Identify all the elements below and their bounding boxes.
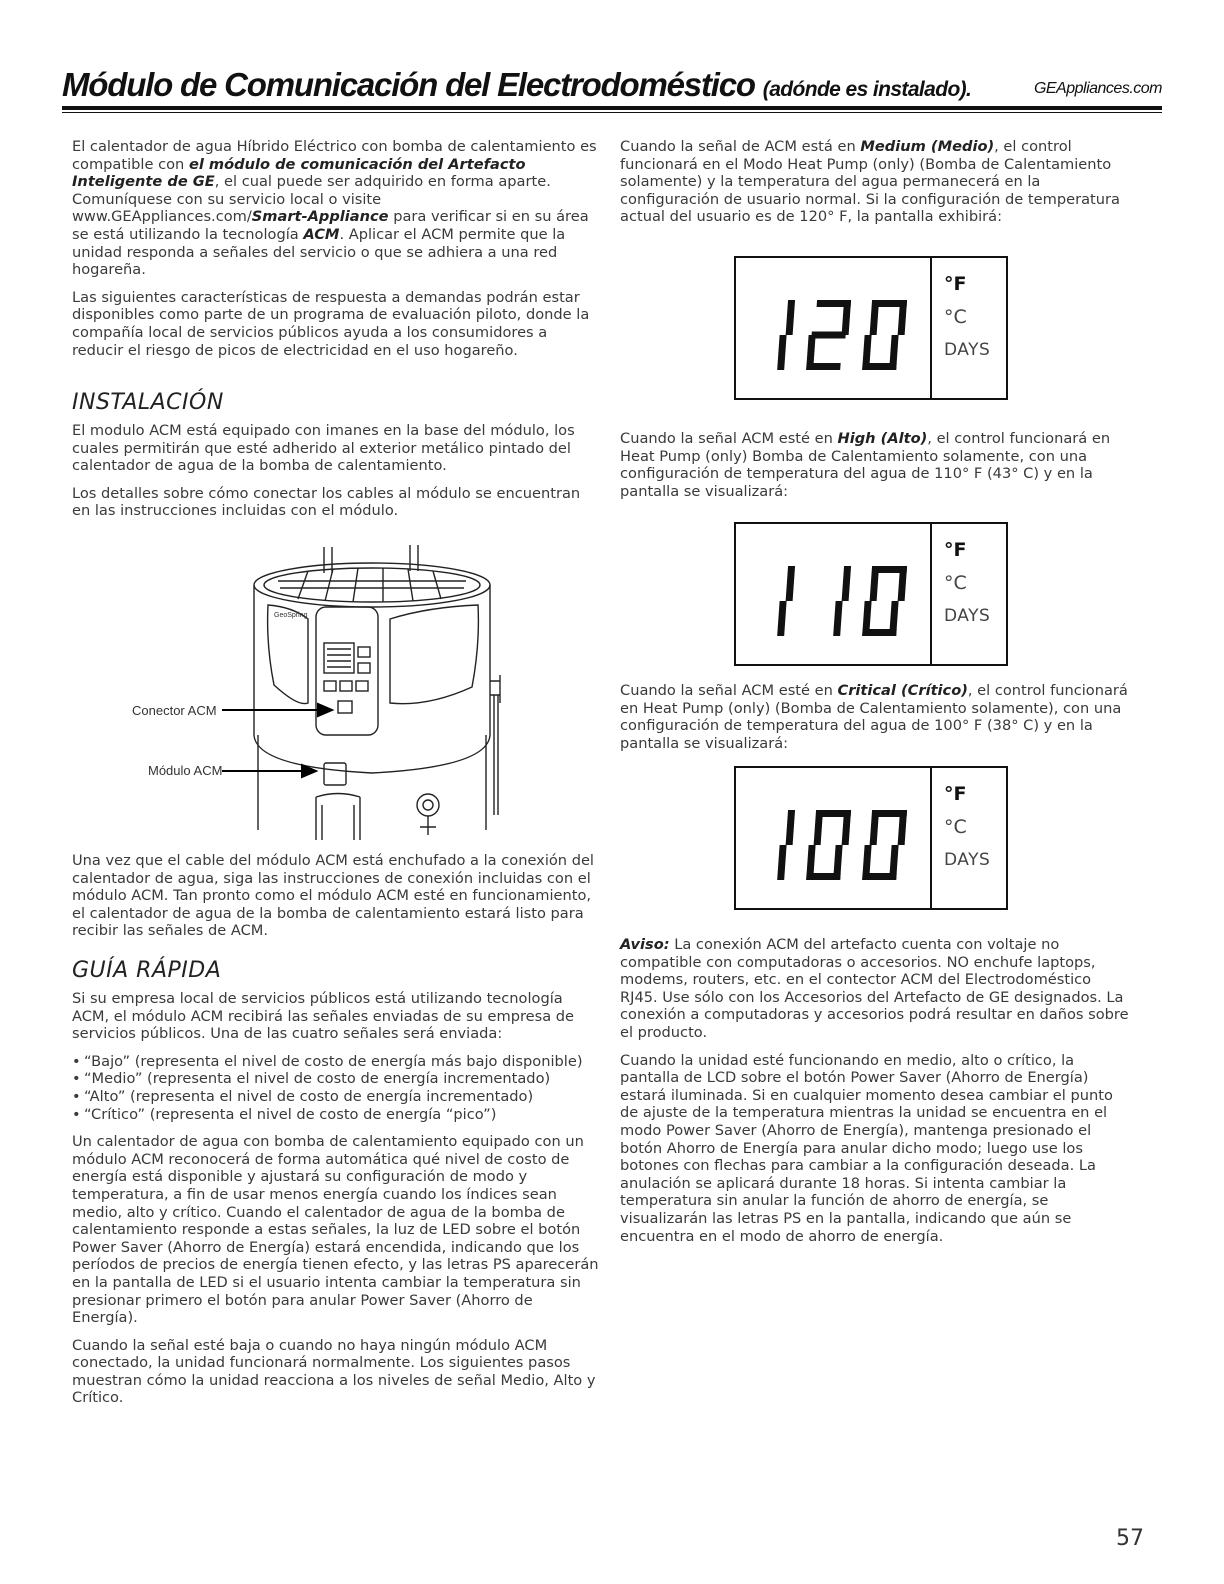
page-header bbox=[62, 66, 1162, 110]
acm-text: ACM bbox=[303, 225, 340, 243]
medium-paragraph: Cuando la señal de ACM está en Medium (Medio), el control funcionará en el Modo Heat Pump (only) (Bomba de Calentamiento solamente) y la temperatura del agua permanecerá en la configuración de usuario normal. Si la configuración de temperatura actual del usuario es de 120° F, la pantalla exhibirá: bbox=[620, 138, 1120, 226]
title-main: Módulo de Comunicación del Electrodoméstico bbox=[62, 66, 755, 103]
seven-segment-digit bbox=[777, 300, 795, 370]
lcd-display-110 bbox=[734, 522, 1008, 666]
lcd-units bbox=[944, 268, 1004, 367]
digit-segment bbox=[786, 300, 795, 335]
power-saver-paragraph: Cuando la unidad esté funcionando en medio, alto o crítico, la pantalla de LCD sobre el botón Power Saver (Ahorro de Energía) estará iluminada. Si en cualquier momento desea cambiar el punto de ajuste de la temperatura mientras la unidad se encuentra en el modo Power Saver (Ahorro de Energía), mantenga presionado el botón Ahorro de Energía para anular dicho modo; luego use los botones con flechas para cambiar a la configuración deseada. La anulación se aplicará durante 18 horas. Si intenta cambiar la temperatura sin anular la función de ahorro de energía, se visualizarán las letras PS en la pantalla, indicando que aún se encuentra en el modo de ahorro de energía. bbox=[620, 1051, 1113, 1245]
label-acm-module: Módulo ACM bbox=[148, 763, 223, 778]
smart-appliance-text: Smart-Appliance bbox=[251, 208, 389, 226]
site-url: GEAppliances.com bbox=[1033, 80, 1162, 97]
left-column-upper bbox=[72, 138, 600, 369]
warning-label: Aviso: bbox=[620, 936, 670, 953]
lcd-digits bbox=[736, 524, 932, 664]
signal-list bbox=[72, 1053, 600, 1123]
unit-fahrenheit: °F bbox=[944, 273, 967, 295]
digit-segment bbox=[786, 566, 795, 601]
unit-fahrenheit: °F bbox=[944, 783, 967, 805]
page-number: 57 bbox=[1116, 1526, 1144, 1551]
digit-segment bbox=[833, 601, 842, 636]
quick-guide-heading: GUÍA RÁPIDA bbox=[72, 958, 222, 983]
list-item: • “Crítico” (representa el nivel de costo de energía “pico”) bbox=[72, 1106, 600, 1124]
left-column-guide bbox=[72, 990, 600, 1417]
header-rule-thin bbox=[62, 112, 1162, 113]
unit-days: DAYS bbox=[944, 340, 991, 360]
seven-segment-digit bbox=[777, 810, 795, 880]
response-paragraph: Un calentador de agua con bomba de calentamiento equipado con un módulo ACM reconocerá de forma automática qué nivel de costo de energía está disponible y ajustará su configuración de modo y temperatura, a fin de usar menos energía cuando los índices sean medio, alto y crítico. Cuando el calentador de agua de la bomba de calentamiento responde a estas señales, la luz de LED sobre el botón Power Saver (Ahorro de Energía) estará encendida, indicando que los períodos de precios de energía tienen efecto, y las letras PS aparecerán en la pantalla de LED si el usuario intenta cambiar la temperatura sin presionar primero el botón para anular Power Saver (Ahorro de Energía). bbox=[72, 1133, 599, 1327]
lcd-display-100 bbox=[734, 766, 1008, 910]
lcd-units bbox=[944, 534, 1004, 633]
medium-label: Medium (Medio) bbox=[860, 138, 995, 155]
digit-segment bbox=[870, 566, 879, 601]
header-rule-thick bbox=[62, 106, 1162, 110]
lcd-display-120 bbox=[734, 256, 1008, 400]
digit-segment bbox=[870, 810, 879, 845]
digit-segment bbox=[777, 601, 786, 636]
warning-paragraph: Aviso: La conexión ACM del artefacto cuenta con voltaje no compatible con computadoras o accesorios. NO enchufe laptops, modems, routers, etc. en el contector ACM del Electrodoméstico RJ45. Use sólo con los Accesorios del Artefacto de GE designados. La conexión a computadoras y accesorios podrá resultar en daños sobre el producto. bbox=[620, 936, 1129, 1041]
seven-segment-digits bbox=[736, 524, 930, 664]
install-paragraph-1: El modulo ACM está equipado con imanes en la base del módulo, los cuales permitirán que esté adherido al exterior metálico pintado del calentador de agua de la bomba de calentamiento. bbox=[72, 422, 575, 475]
unit-celsius: °C bbox=[944, 306, 967, 328]
list-item: • “Alto” (representa el nivel de costo de energía incrementado) bbox=[72, 1088, 600, 1106]
seven-segment-digit bbox=[806, 810, 851, 880]
guide-paragraph: Si su empresa local de servicios públicos está utilizando tecnología ACM, el módulo ACM recibirá las señales enviadas de su empresa de servicios públicos. Una de las cuatro señales será enviada: bbox=[72, 990, 575, 1043]
high-label: High (Alto) bbox=[837, 430, 928, 447]
digit-segment bbox=[814, 810, 823, 845]
intro-paragraph: El calentador de agua Híbrido Eléctrico con bomba de calentamiento es compatible con el módulo de comunicación del Artefacto Inteligente de GE, el cual puede ser adquirido en forma aparte. Comuníquese con su servicio local o visite www.GEAppliances.com/Smart-Appliance para verificar si en su área se está utilizando la tecnología ACM. Aplicar el ACM permite que la unidad responda a señales del servicio o que se adhiera a una red hogareña. bbox=[72, 138, 597, 279]
page-title bbox=[62, 66, 971, 104]
install-heading: INSTALACIÓN bbox=[72, 390, 224, 415]
digit-segment bbox=[842, 566, 851, 601]
unit-celsius: °C bbox=[944, 816, 967, 838]
low-signal-paragraph: Cuando la señal esté baja o cuando no haya ningún módulo ACM conectado, la unidad funcionará normalmente. Los siguientes pasos muestran cómo la unidad reacciona a los niveles de señal Medio, Alto y Crítico. bbox=[72, 1336, 596, 1407]
seven-segment-digits bbox=[736, 768, 930, 908]
module-name: el módulo de comunicación del Artefacto Inteligente de GE bbox=[72, 155, 526, 191]
seven-segment-digit bbox=[862, 810, 907, 880]
title-sub: (adónde es instalado). bbox=[762, 78, 972, 101]
unit-celsius: °C bbox=[944, 572, 967, 594]
left-column-connection bbox=[72, 852, 600, 950]
unit-days: DAYS bbox=[944, 606, 991, 626]
water-heater-figure bbox=[128, 535, 528, 840]
digit-segment bbox=[870, 300, 879, 335]
unit-days: DAYS bbox=[944, 850, 991, 870]
seven-segment-digit bbox=[777, 566, 795, 636]
right-column-lower bbox=[620, 936, 1132, 1255]
list-item: • “Bajo” (representa el nivel de costo de energía más bajo disponible) bbox=[72, 1053, 600, 1071]
list-item: • “Medio” (representa el nivel de costo de energía incrementado) bbox=[72, 1070, 600, 1088]
seven-segment-digit bbox=[862, 300, 907, 370]
high-paragraph: Cuando la señal ACM esté en High (Alto), el control funcionará en Heat Pump (only) Bomba de Calentamiento solamente, con una configuración de temperatura del agua de 110° F (43° C) y en la pantalla se visualizará: bbox=[620, 430, 1111, 500]
lcd-digits bbox=[736, 768, 932, 908]
digit-segment bbox=[777, 335, 786, 370]
seven-segment-digit bbox=[862, 566, 907, 636]
demand-paragraph: Las siguientes características de respuesta a demandas podrán estar disponibles como parte de un programa de evaluación piloto, donde la compañía local de servicios públicos ayuda a los consumidores a reducir el riesgo de picos de electricidad en el uso hogareño. bbox=[72, 288, 590, 359]
unit-fahrenheit: °F bbox=[944, 539, 967, 561]
digit-segment bbox=[786, 810, 795, 845]
brand-label: GeoSpring bbox=[274, 612, 308, 619]
water-heater-illustration bbox=[128, 535, 528, 840]
install-paragraph-2: Los detalles sobre cómo conectar los cables al módulo se encuentran en las instrucciones incluidas con el módulo. bbox=[72, 484, 581, 520]
digit-segment bbox=[811, 332, 845, 339]
lcd-units bbox=[944, 778, 1004, 877]
seven-segment-digits bbox=[736, 258, 930, 398]
lcd-digits bbox=[736, 258, 932, 398]
critical-label: Critical (Crítico) bbox=[837, 682, 968, 699]
seven-segment-digit bbox=[833, 566, 851, 636]
label-acm-connector: Conector ACM bbox=[132, 703, 217, 718]
critical-paragraph: Cuando la señal ACM esté en Critical (Crítico), el control funcionará en Heat Pump (only) (Bomba de Calentamiento solamente), con una configuración de temperatura del agua de 100° F (38° C) y en la pantalla se visualizará: bbox=[620, 682, 1128, 752]
seven-segment-digit bbox=[806, 300, 851, 370]
digit-segment bbox=[806, 363, 840, 370]
left-column-install bbox=[72, 422, 600, 530]
connection-paragraph: Una vez que el cable del módulo ACM está enchufado a la conexión del calentador de agua, siga las instrucciones de conexión incluidas con el módulo ACM. Tan pronto como el módulo ACM esté en funcionamiento, el calentador de agua de la bomba de calentamiento estará listo para recibir las señales de ACM. bbox=[72, 852, 594, 940]
digit-segment bbox=[777, 845, 786, 880]
